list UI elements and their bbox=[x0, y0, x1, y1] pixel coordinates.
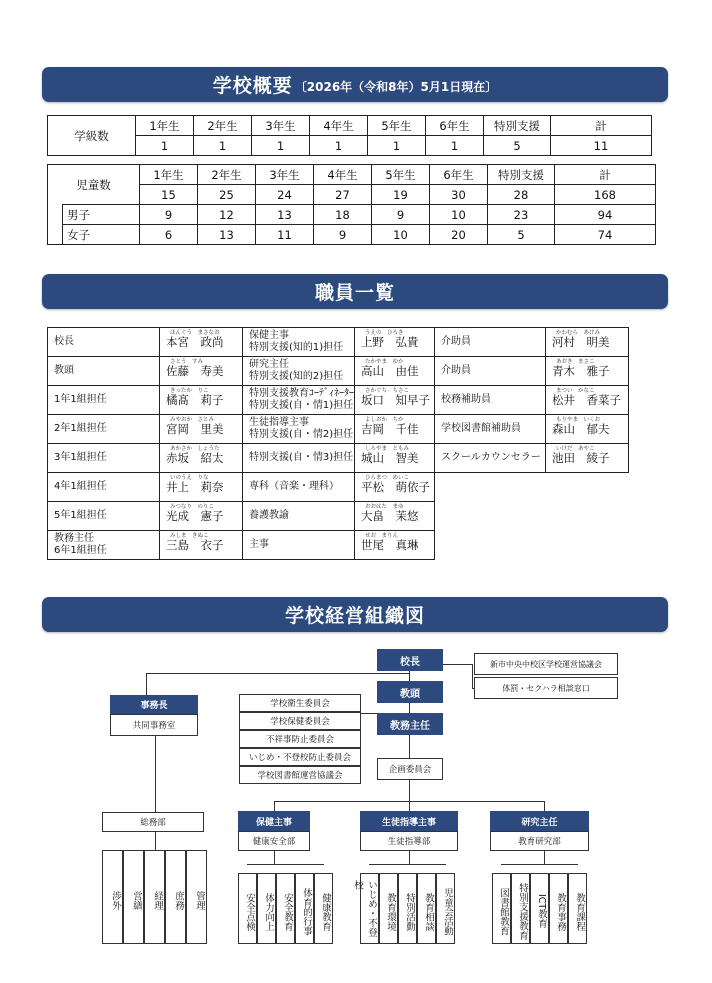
admin-office-box: 共同事務室 bbox=[110, 714, 198, 736]
girls-count: 13 bbox=[198, 225, 256, 245]
staff-name: 世尾 真琳 bbox=[361, 538, 419, 552]
staff-name: 本宮 政尚 bbox=[166, 335, 224, 349]
name-reading: ひらまつ めいこ bbox=[365, 475, 410, 481]
grade-header: 1年生 bbox=[140, 165, 198, 185]
student-total: 27 bbox=[314, 185, 372, 205]
staff-name: 松井 香菜子 bbox=[552, 393, 621, 407]
planning-box: 企画委員会 bbox=[377, 758, 443, 780]
health-item: 体力向上 bbox=[257, 873, 276, 944]
students-label: 児童数 bbox=[48, 165, 140, 205]
health-item: 健康教育 bbox=[314, 873, 333, 944]
staff-role: 教頭 bbox=[54, 365, 74, 376]
staff-role: 教務主任 6年1組担任 bbox=[54, 533, 107, 556]
class-count: 1 bbox=[426, 136, 484, 156]
grade-header: 6年生 bbox=[426, 116, 484, 136]
staff-name: 吉岡 千佳 bbox=[361, 422, 419, 436]
student-total: 30 bbox=[430, 185, 488, 205]
name-reading: しろやま ともみ bbox=[365, 446, 410, 452]
name-reading: ほんぐう まさなお bbox=[170, 330, 220, 336]
name-reading: まつい かなこ bbox=[556, 388, 595, 394]
name-reading: うえの ひろき bbox=[365, 330, 404, 336]
staff-name: 三島 衣子 bbox=[166, 538, 224, 552]
girls-count: 20 bbox=[430, 225, 488, 245]
committee-item: いじめ・不登校防止委員会 bbox=[239, 748, 361, 766]
grade-header: 2年生 bbox=[198, 165, 256, 185]
staff-name: 河村 明美 bbox=[552, 335, 610, 349]
vice-principal-box: 教頭 bbox=[377, 681, 443, 703]
staff-role: 専科（音楽・理科） bbox=[249, 481, 339, 492]
research-item: 図書館教育 bbox=[492, 873, 511, 944]
grade-header: 5年生 bbox=[372, 165, 430, 185]
staff-role: 3年1組担任 bbox=[54, 452, 107, 463]
guidance-item: 教育環境 bbox=[379, 873, 398, 944]
grade-header: 5年生 bbox=[368, 116, 426, 136]
health-dept-box: 健康安全部 bbox=[238, 831, 310, 851]
council-box: 新市中央中校区学校運営協議会 bbox=[474, 653, 618, 675]
student-total: 19 bbox=[372, 185, 430, 205]
boys-count: 9 bbox=[140, 205, 198, 225]
student-total: 28 bbox=[488, 185, 555, 205]
name-reading: たかやま ゆか bbox=[365, 359, 404, 365]
staff-role: 4年1組担任 bbox=[54, 481, 107, 492]
student-total: 168 bbox=[555, 185, 656, 205]
class-count: 1 bbox=[310, 136, 368, 156]
grade-header: 計 bbox=[555, 165, 656, 185]
staff-role: 特別支援教育ｺｰﾃﾞｨﾈｰﾀｰ 特別支援(自・情1)担任 bbox=[249, 388, 354, 411]
general-item: 経理 bbox=[144, 850, 165, 944]
staff-role: 介助員 bbox=[441, 365, 471, 376]
grade-header: 2年生 bbox=[194, 116, 252, 136]
grade-header: 6年生 bbox=[430, 165, 488, 185]
girls-count: 10 bbox=[372, 225, 430, 245]
research-head-box: 研究主任 bbox=[490, 811, 589, 831]
research-item: ICT教育 bbox=[530, 873, 549, 944]
guidance-item: 児童会活動 bbox=[436, 873, 455, 944]
staff-name: 坂口 知早子 bbox=[361, 393, 430, 407]
girls-count: 9 bbox=[314, 225, 372, 245]
committee-item: 不祥事防止委員会 bbox=[239, 730, 361, 748]
staff-name: 宮岡 里美 bbox=[166, 422, 224, 436]
girls-count: 6 bbox=[140, 225, 198, 245]
staff-role: 生徒指導主事 特別支援(自・情2)担任 bbox=[249, 417, 354, 440]
staff-role: 養護教諭 bbox=[249, 510, 289, 521]
staff-role: 主事 bbox=[249, 539, 269, 550]
committee-item: 学校衛生委員会 bbox=[239, 694, 361, 712]
principal-box: 校長 bbox=[377, 649, 443, 671]
staff-role: スクールカウンセラー bbox=[441, 452, 541, 463]
staff-title: 職員一覧 bbox=[314, 282, 395, 304]
name-reading: おおはた まゆ bbox=[365, 504, 404, 510]
class-count: 1 bbox=[194, 136, 252, 156]
name-reading: さかぐち ちさこ bbox=[365, 388, 410, 394]
grade-header: 特別支援 bbox=[484, 116, 551, 136]
student-total: 24 bbox=[256, 185, 314, 205]
overview-date: 〔2026年（令和8年）5月1日現在〕 bbox=[294, 79, 498, 94]
name-reading: よしおか ちか bbox=[365, 417, 404, 423]
name-reading: みしま きぬこ bbox=[170, 533, 209, 539]
staff-name: 城山 智美 bbox=[361, 451, 419, 465]
name-reading: あかさか しょうた bbox=[170, 446, 220, 452]
staff-name: 井上 莉奈 bbox=[166, 480, 224, 494]
student-total: 25 bbox=[198, 185, 256, 205]
staff-name: 森山 郁夫 bbox=[552, 422, 610, 436]
committee-item: 学校保健委員会 bbox=[239, 712, 361, 730]
girls-count: 5 bbox=[488, 225, 555, 245]
research-dept-box: 教育研究部 bbox=[490, 831, 589, 851]
staff-role: 2年1組担任 bbox=[54, 423, 107, 434]
guidance-head-box: 生徒指導主事 bbox=[360, 811, 458, 831]
boys-count: 23 bbox=[488, 205, 555, 225]
grade-header: 計 bbox=[551, 116, 652, 136]
staff-name: 池田 綾子 bbox=[552, 451, 610, 465]
academic-head-box: 教務主任 bbox=[377, 713, 443, 735]
guidance-item: 特別活動 bbox=[398, 873, 417, 944]
research-item: 教育事務 bbox=[549, 873, 568, 944]
girls-count: 11 bbox=[256, 225, 314, 245]
class-count: 1 bbox=[136, 136, 194, 156]
boys-count: 94 bbox=[555, 205, 656, 225]
guidance-item: 教育相談 bbox=[417, 873, 436, 944]
girls-label: 女子 bbox=[63, 225, 140, 245]
general-dept-box: 総務部 bbox=[102, 812, 204, 832]
boys-count: 9 bbox=[372, 205, 430, 225]
class-count: 1 bbox=[368, 136, 426, 156]
staff-name: 青木 雅子 bbox=[552, 364, 610, 378]
staff-name: 光成 憲子 bbox=[166, 509, 224, 523]
research-item: 教育課程 bbox=[568, 873, 587, 944]
staff-name: 高山 由佳 bbox=[361, 364, 419, 378]
general-item: 庶務 bbox=[165, 850, 186, 944]
general-item: 営繕 bbox=[123, 850, 144, 944]
class-count: 11 bbox=[551, 136, 652, 156]
staff-role: 研究主任 特別支援(知的2)担任 bbox=[249, 359, 344, 382]
staff-name: 大畠 茉悠 bbox=[361, 509, 419, 523]
guidance-item: いじめ・不登校 bbox=[360, 873, 379, 944]
grade-header: 特別支援 bbox=[488, 165, 555, 185]
staff-name: 平松 萌依子 bbox=[361, 480, 430, 494]
boys-count: 10 bbox=[430, 205, 488, 225]
name-reading: いのうえ りな bbox=[170, 475, 209, 481]
name-reading: みつなり のりこ bbox=[170, 504, 214, 510]
class-count: 5 bbox=[484, 136, 551, 156]
staff-role: 校務補助員 bbox=[441, 394, 491, 405]
guidance-dept-box: 生徒指導部 bbox=[360, 831, 458, 851]
name-reading: せお まりん bbox=[365, 533, 399, 539]
boys-count: 13 bbox=[256, 205, 314, 225]
boys-count: 18 bbox=[314, 205, 372, 225]
general-item: 管理 bbox=[186, 850, 207, 944]
staff-name: 橘髙 莉子 bbox=[166, 393, 224, 407]
name-reading: きったか りこ bbox=[170, 388, 209, 394]
health-item: 体育的行事 bbox=[295, 873, 314, 944]
grade-header: 3年生 bbox=[256, 165, 314, 185]
research-item: 特別支援教育 bbox=[511, 873, 530, 944]
boys-label: 男子 bbox=[63, 205, 140, 225]
overview-title: 学校概要 bbox=[212, 75, 293, 97]
staff-name: 赤坂 紹太 bbox=[166, 451, 224, 465]
class-count: 1 bbox=[252, 136, 310, 156]
staff-role: 校長 bbox=[54, 336, 74, 347]
staff-role: 保健主事 特別支援(知的1)担任 bbox=[249, 330, 344, 353]
name-reading: あおき まさこ bbox=[556, 359, 595, 365]
staff-role: 介助員 bbox=[441, 336, 471, 347]
name-reading: かわむら あけみ bbox=[556, 330, 601, 336]
grade-header: 1年生 bbox=[136, 116, 194, 136]
health-head-box: 保健主事 bbox=[238, 811, 310, 831]
girls-count: 74 bbox=[555, 225, 656, 245]
health-item: 安全教育 bbox=[276, 873, 295, 944]
staff-name: 佐藤 寿美 bbox=[166, 364, 224, 378]
grade-header: 4年生 bbox=[310, 116, 368, 136]
staff-role: 1年1組担任 bbox=[54, 394, 107, 405]
boys-count: 12 bbox=[198, 205, 256, 225]
staff-role: 5年1組担任 bbox=[54, 510, 107, 521]
admin-head-box: 事務長 bbox=[110, 695, 198, 714]
name-reading: さとう すみ bbox=[170, 359, 204, 365]
org-title: 学校経営組織図 bbox=[284, 605, 425, 627]
health-item: 安全点検 bbox=[238, 873, 257, 944]
staff-role: 特別支援(自・情3)担任 bbox=[249, 452, 354, 463]
staff-name: 上野 弘貴 bbox=[361, 335, 419, 349]
name-reading: みやおか さとみ bbox=[170, 417, 215, 423]
grade-header: 4年生 bbox=[314, 165, 372, 185]
general-item: 渉外 bbox=[102, 850, 123, 944]
student-total: 15 bbox=[140, 185, 198, 205]
committee-item: 学校図書館運営協議会 bbox=[239, 766, 361, 784]
consult-box: 体罰・セクハラ相談窓口 bbox=[474, 677, 618, 699]
grade-header: 3年生 bbox=[252, 116, 310, 136]
class-label: 学級数 bbox=[48, 116, 136, 156]
name-reading: いけだ あやこ bbox=[556, 446, 595, 452]
name-reading: もりやま いくお bbox=[556, 417, 601, 423]
staff-role: 学校図書館補助員 bbox=[441, 423, 521, 434]
